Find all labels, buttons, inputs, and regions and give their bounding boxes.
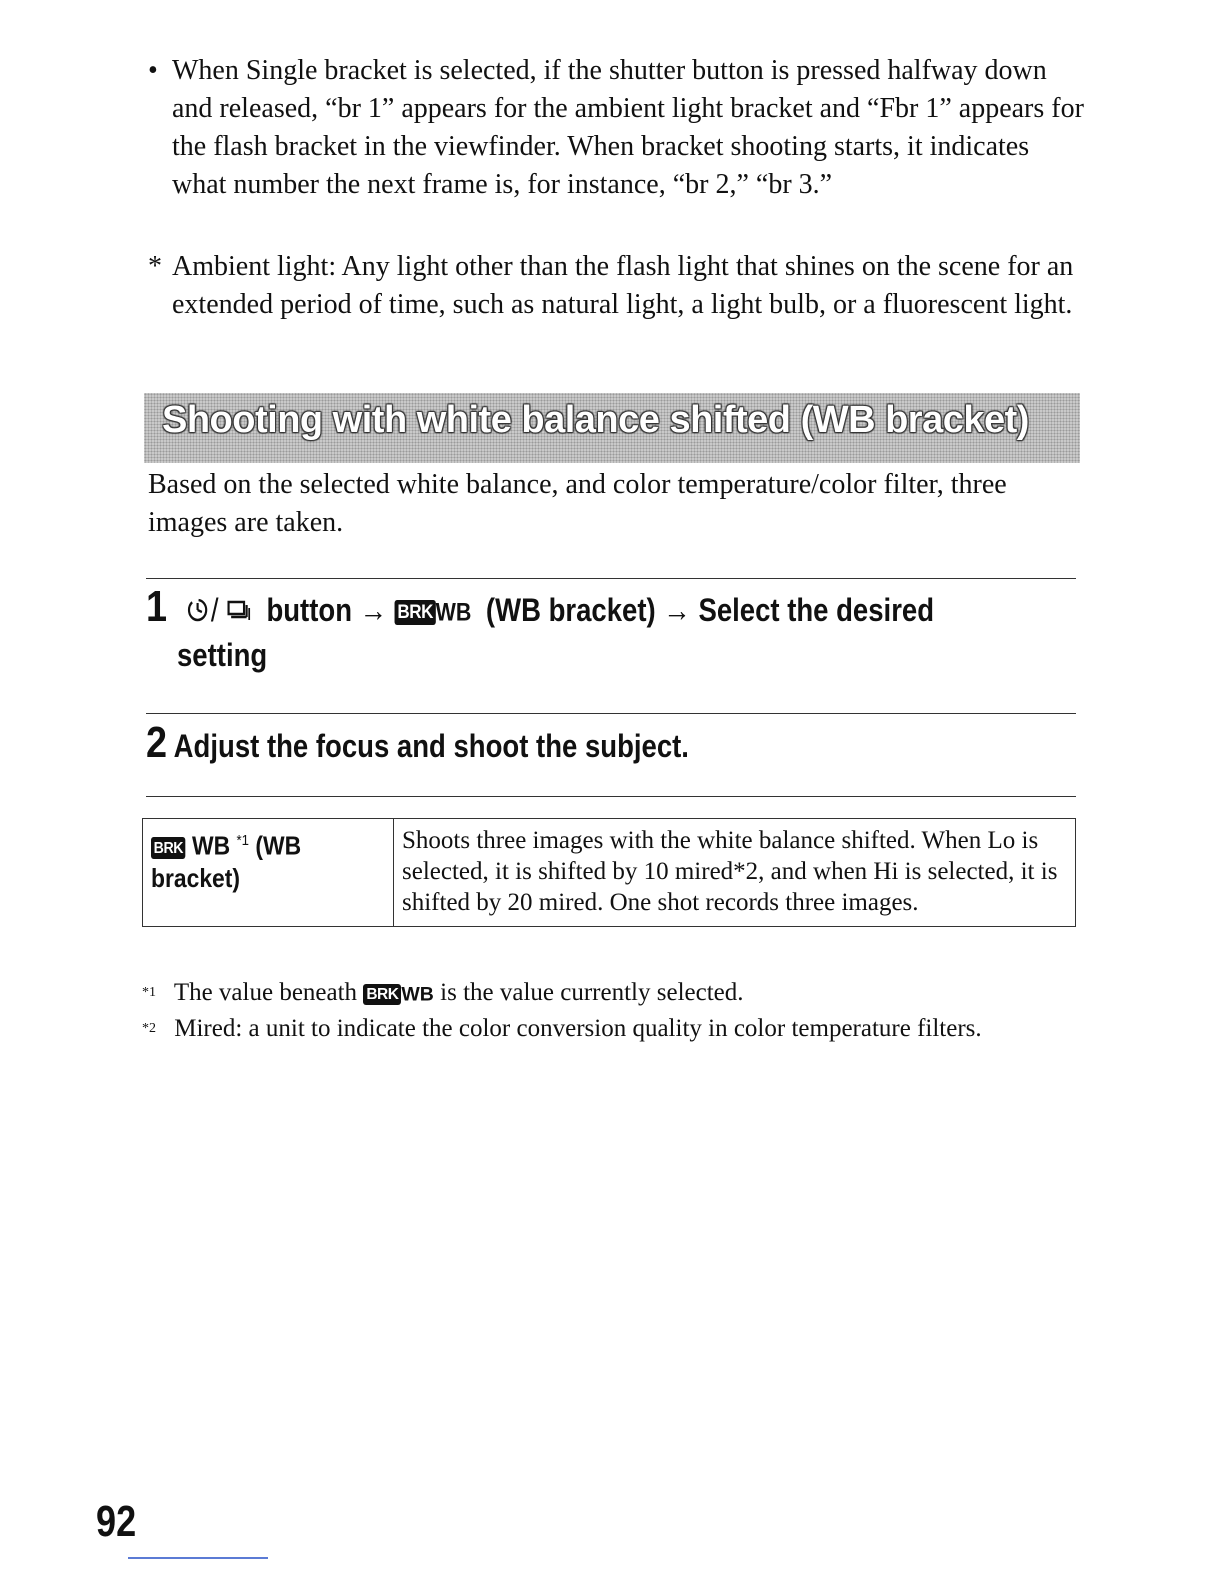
self-timer-icon: [185, 592, 211, 634]
step-1: [146, 582, 935, 634]
arrow-icon: →: [663, 592, 691, 628]
footnote-text: is the value currently selected.: [440, 979, 744, 1006]
divider: [146, 796, 1076, 797]
brk-badge-icon: BRK: [363, 984, 401, 1006]
note-bullet: [148, 52, 1088, 204]
footnote-text: The value beneath: [173, 979, 358, 1006]
wb-label: WB: [435, 598, 472, 627]
row-name-line2: bracket): [151, 862, 241, 893]
asterisk-marker: *: [148, 251, 162, 282]
wb-label: WB: [401, 983, 434, 1006]
section-title: Shooting with white balance shifted (WB bracket): [162, 399, 1029, 441]
divider: [146, 713, 1076, 714]
table-cell-name: [143, 819, 394, 927]
step-number: 1: [146, 582, 168, 631]
footnote-mark: *1: [142, 985, 156, 1000]
footnote-1: [142, 976, 744, 1011]
note-text: When Single bracket is selected, if the shutter button is pressed halfway down and released, “br 1” appears for the ambient light bracket and “Fbr 1” appears for the flash bracket in the viewfinder. When bracket shooting starts, it indicates what number the next frame is, for instance, “br 2,” “br 3.”: [172, 55, 1084, 200]
step-number: 2: [146, 718, 168, 767]
note-ambient-light: [148, 248, 1088, 324]
footnote-2: [142, 1012, 982, 1046]
table-row: [143, 819, 1076, 927]
drive-mode-icon: [226, 592, 252, 634]
brk-badge-icon: BRK: [151, 837, 186, 859]
footnote-mark: *2: [142, 1021, 156, 1036]
table-cell-description: Shoots three images with the white balance shifted. When Lo is selected, it is shifted by 10 mired*2, and when Hi is selected, it is shifted by 20 mired. One shot records three images.: [394, 819, 1076, 927]
button-word: button: [266, 592, 353, 628]
footnote-text: Mired: a unit to indicate the color conversion quality in color temperature filters.: [174, 1015, 982, 1042]
wb-bracket-table: [142, 818, 1076, 927]
wb-bracket-text: (WB bracket): [485, 592, 656, 628]
row-name-paren: (WB: [255, 830, 302, 861]
bullet-marker: •: [148, 55, 158, 86]
section-banner: [144, 393, 1080, 463]
slash: /: [210, 592, 219, 628]
row-name-wb: WB: [192, 830, 231, 861]
brk-badge-icon: BRK: [395, 600, 436, 626]
step-2: [146, 718, 689, 767]
section-intro: Based on the selected white balance, and color temperature/color filter, three images are taken.: [148, 469, 1007, 538]
step-1-continuation: setting: [177, 637, 268, 673]
note-text: Ambient light: Any light other than the flash light that shines on the scene for an extended period of time, such as natural light, a light bulb, or a fluorescent light.: [172, 251, 1074, 320]
page-number: 92: [96, 1497, 137, 1546]
page-number-underline: [128, 1557, 268, 1559]
divider: [146, 578, 1076, 579]
footnote-ref: *1: [236, 832, 250, 849]
step-text: Adjust the focus and shoot the subject.: [173, 728, 689, 764]
select-text: Select the desired: [698, 592, 935, 628]
arrow-icon: →: [359, 592, 388, 628]
